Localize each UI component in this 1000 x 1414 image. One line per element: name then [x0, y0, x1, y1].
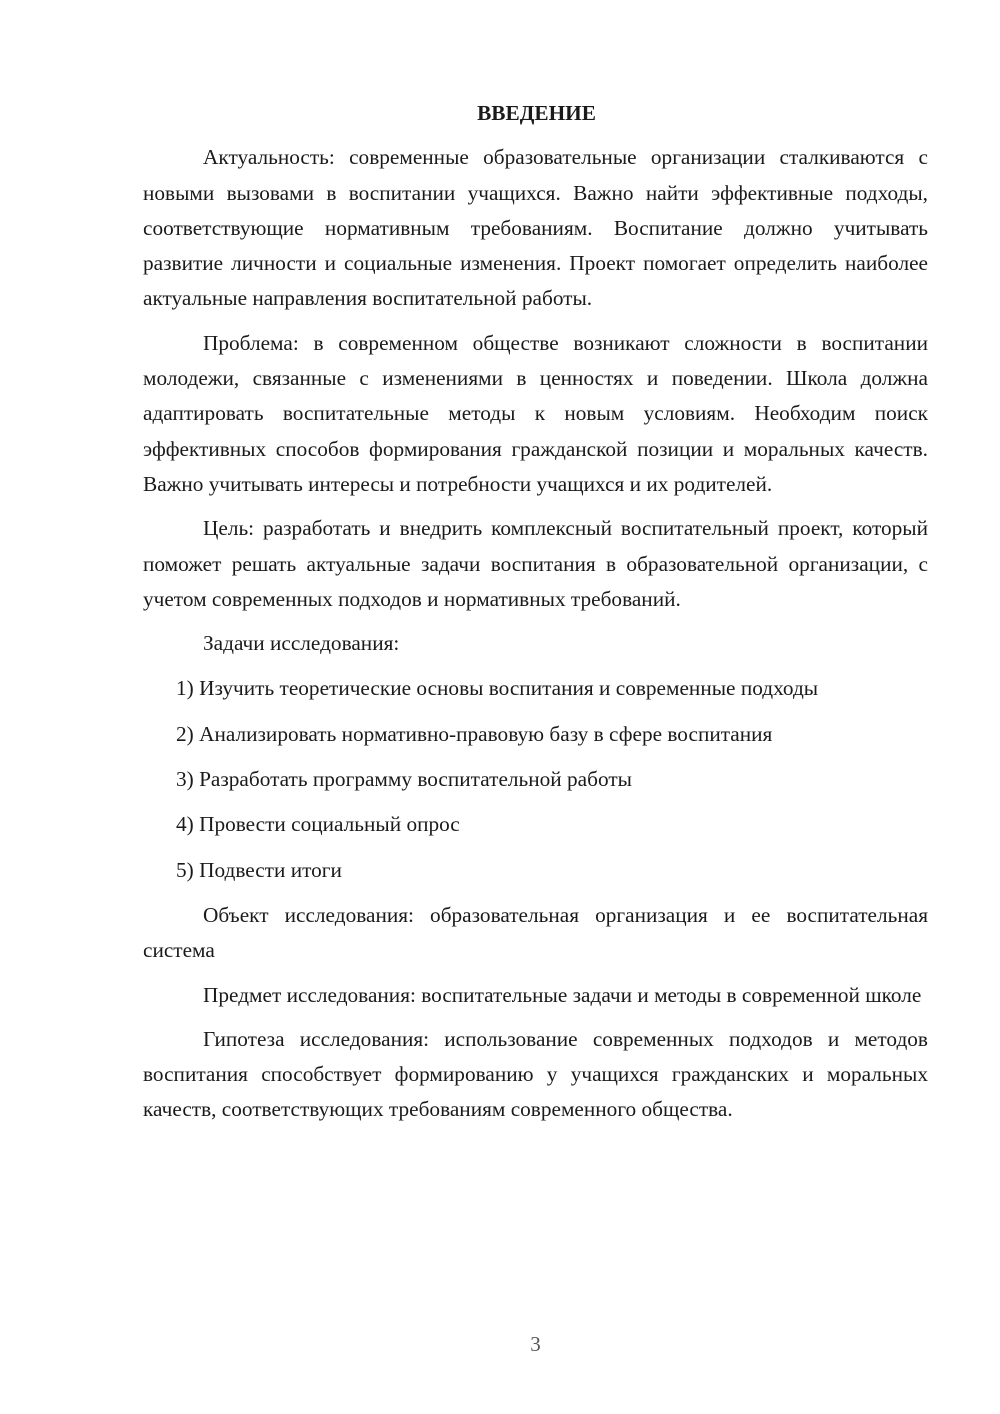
document-body	[143, 96, 928, 1128]
page-title: ВВЕДЕНИЕ	[477, 101, 596, 125]
subject-paragraph: Предмет исследования: воспитательные задачи и методы в современной школе	[203, 982, 922, 1007]
tasks-list	[143, 671, 928, 887]
task-item: 3) Разработать программу воспитательной работы	[176, 767, 632, 792]
goal-paragraph: Цель: разработать и внедрить комплексный воспитательный проект, который поможет решать актуальные задачи воспитания в образовательной организации, с учетом современных подходов и нормативных требований.	[143, 516, 928, 611]
task-item: 4) Провести социальный опрос	[176, 812, 460, 837]
task-item: 2) Анализировать нормативно-правовую базу в сфере воспитания	[176, 721, 773, 746]
tasks-heading: Задачи исследования:	[203, 631, 400, 656]
task-item: 5) Подвести итоги	[176, 857, 342, 882]
page-number: 3	[530, 1332, 541, 1356]
hypothesis-paragraph: Гипотеза исследования: использование современных подходов и методов воспитания способствует формированию у учащихся гражданских и моральных качеств, соответствующих требованиям современного общества.	[143, 1026, 928, 1122]
problem-paragraph: Проблема: в современном обществе возникают сложности в воспитании молодежи, связанные с изменениями в ценностях и поведении. Школа должна адаптировать воспитательные методы к новым условиям. Необходим поиск эффективных способов формирования гражданской позиции и моральных качеств. Важно учитывать интересы и потребности учащихся и их родителей.	[143, 330, 928, 496]
relevance-paragraph: Актуальность: современные образовательные организации сталкиваются с новыми вызовами в воспитании учащихся. Важно найти эффективные подходы, соответствующие нормативным требованиям. Воспитание должно учитывать развитие личности и социальные изменения. Проект помогает определить наиболее актуальные направления воспитательной работы.	[143, 145, 928, 311]
object-paragraph: Объект исследования: образовательная организация и ее воспитательная система	[143, 902, 928, 963]
task-item: 1) Изучить теоретические основы воспитания и современные подходы	[176, 676, 819, 701]
